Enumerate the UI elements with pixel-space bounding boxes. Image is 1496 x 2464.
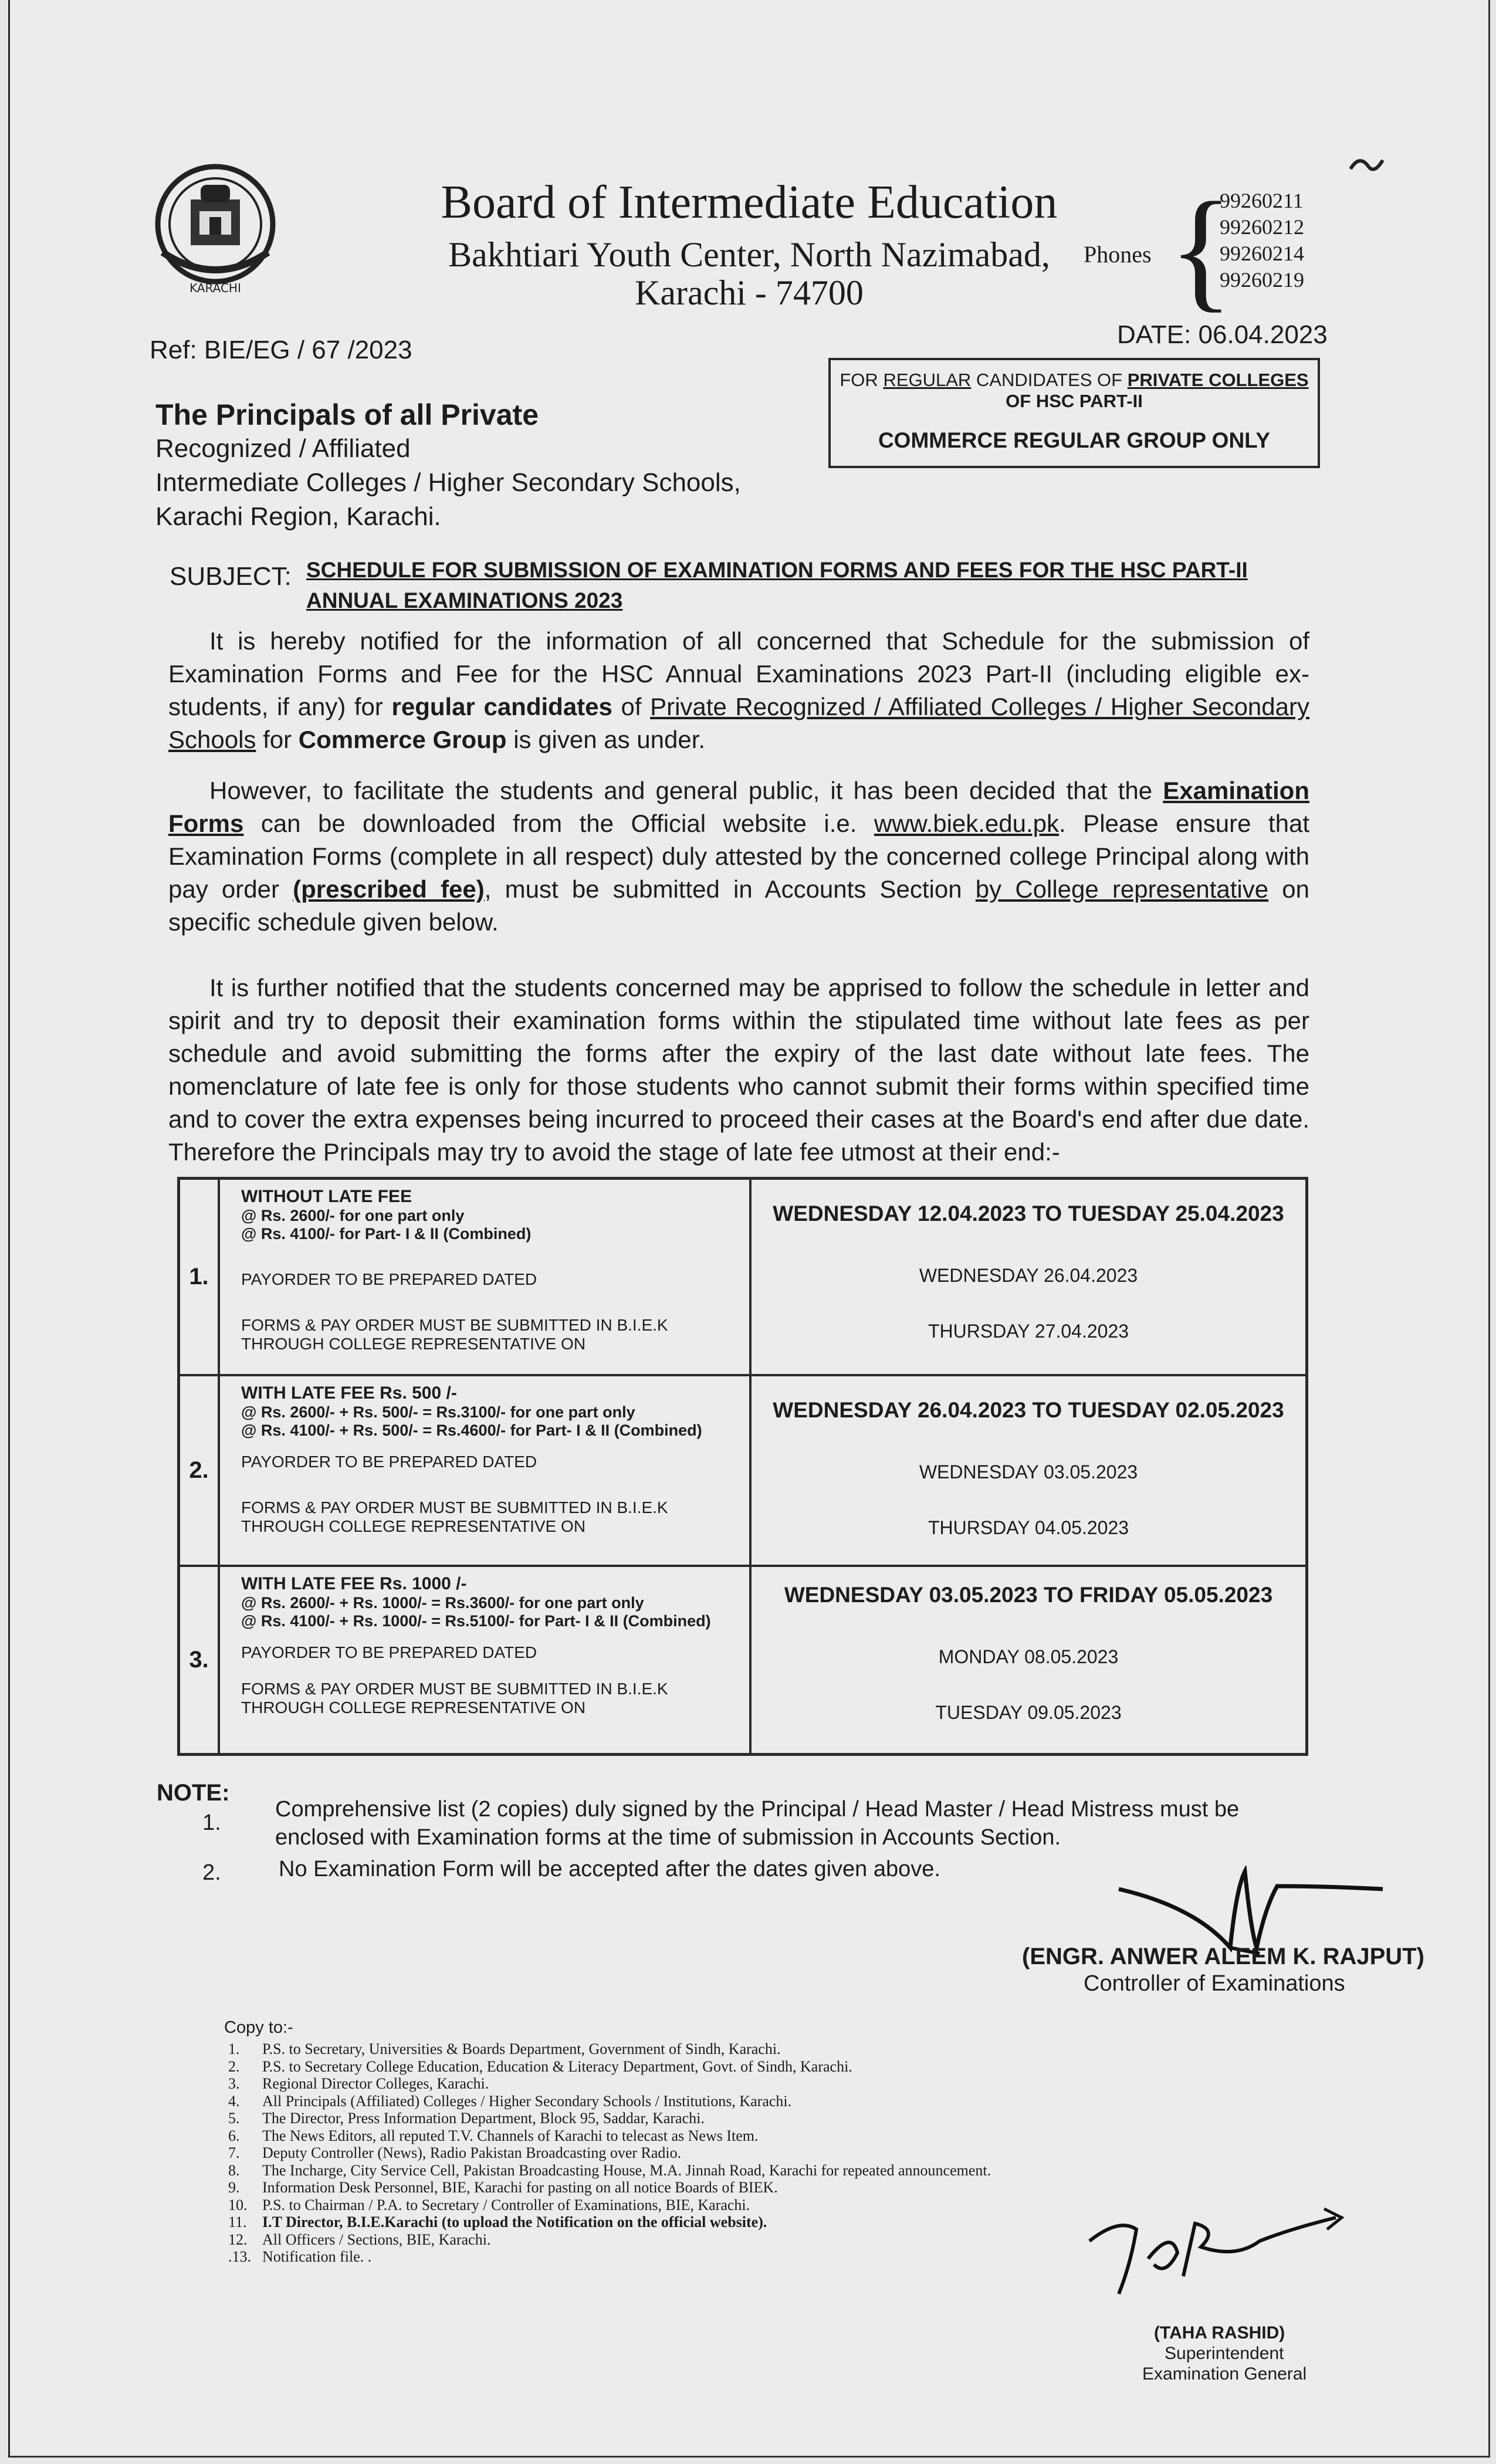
subject-text: SCHEDULE FOR SUBMISSION OF EXAMINATION FORMS AND FEES FOR THE HSC PART-II ANNUAL EXAMINATIONS 2023	[306, 558, 1248, 612]
fee-line: @ Rs. 2600/- + Rs. 500/- = Rs.3100/- for one part only	[241, 1403, 635, 1421]
item-number: 8.	[228, 2161, 240, 2179]
list-item	[228, 2196, 991, 2214]
box-regular: REGULAR	[883, 370, 972, 390]
box-private-colleges: PRIVATE COLLEGES	[1127, 370, 1309, 390]
row-dates	[750, 1375, 1307, 1566]
fee-line: @ Rs. 4100/- + Rs. 500/- = Rs.4600/- for Part- I & II (Combined)	[241, 1421, 702, 1439]
list-item	[228, 2213, 991, 2231]
board-address-line1: Bakhtiari Youth Center, North Nazimabad,	[448, 235, 1050, 274]
item-number: 9.	[228, 2179, 240, 2196]
item-text: P.S. to Secretary, Universities & Boards Department, Government of Sindh, Karachi.	[262, 2040, 781, 2057]
item-text: Information Desk Personnel, BIE, Karachi for pasting on all notice Boards of BIEK.	[262, 2179, 778, 2196]
item-text: I.T Director, B.I.E.Karachi (to upload the Notification on the official website).	[262, 2213, 767, 2231]
copy-to-list	[228, 2040, 991, 2266]
item-text: All Principals (Affiliated) Colleges / Higher Secondary Schools / Institutions, Karachi.	[262, 2092, 792, 2110]
list-item	[228, 2040, 991, 2058]
payorder-date: WEDNESDAY 26.04.2023	[919, 1265, 1138, 1286]
superintendent-department: Examination General	[1142, 2364, 1307, 2384]
submit-date: THURSDAY 27.04.2023	[928, 1321, 1129, 1342]
fee-line: @ Rs. 2600/- for one part only	[241, 1207, 465, 1224]
list-item	[228, 2110, 991, 2127]
item-number: 5.	[228, 2110, 240, 2127]
note-number: 1.	[202, 1810, 221, 1835]
superintendent-signature	[1084, 2206, 1359, 2300]
submission-period: WEDNESDAY 26.04.2023 TO TUESDAY 02.05.2023	[773, 1397, 1284, 1422]
schedule-table	[177, 1177, 1308, 1756]
phone-number: 99260214	[1220, 242, 1304, 265]
reference-number: Ref: BIE/EG / 67 /2023	[150, 336, 412, 364]
submit-date: THURSDAY 04.05.2023	[928, 1517, 1129, 1538]
forms-label: FORMS & PAY ORDER MUST BE SUBMITTED IN B.I.E.K THROUGH COLLEGE REPRESENTATIVE ON	[241, 1316, 668, 1353]
controller-name: (ENGR. ANWER ALEEM K. RAJPUT)	[1022, 1944, 1424, 1969]
para1-bold: regular candidates	[391, 693, 612, 720]
phone-numbers	[1220, 188, 1304, 293]
row-dates	[750, 1179, 1307, 1375]
item-number: 4.	[228, 2092, 240, 2110]
candidate-category-box	[828, 358, 1320, 468]
row-number: 2.	[179, 1375, 219, 1566]
controller-title: Controller of Examinations	[1084, 1971, 1345, 1996]
superintendent-name: (TAHA RASHID)	[1154, 2323, 1285, 2343]
item-number: 11.	[228, 2213, 247, 2231]
fee-line: @ Rs. 4100/- + Rs. 1000/- = Rs.5100/- for Part- I & II (Combined)	[241, 1612, 711, 1630]
item-number: 1.	[228, 2040, 240, 2057]
note-text: Comprehensive list (2 copies) duly signed by the Principal / Head Master / Head Mistress must be enclosed with Examination forms at the time of submission in Accounts Section.	[275, 1797, 1240, 1850]
addressee-line3: Intermediate Colleges / Higher Secondary Schools,	[155, 468, 741, 497]
phone-number: 99260211	[1220, 189, 1304, 212]
para1-text: is given as under.	[506, 726, 706, 753]
para1-bold: Commerce Group	[298, 726, 507, 753]
item-text: The News Editors, all reputed T.V. Channels of Karachi to telecast as News Item.	[262, 2127, 759, 2144]
submit-date: TUESDAY 09.05.2023	[935, 1701, 1122, 1723]
item-number: 6.	[228, 2127, 240, 2144]
item-number: 3.	[228, 2075, 240, 2092]
list-item	[228, 2144, 991, 2162]
para2-bold-underline: (prescribed fee)	[293, 875, 485, 903]
superintendent-title: Superintendent	[1165, 2344, 1284, 2363]
notification-page	[8, 0, 1490, 2458]
fee-heading: WITH LATE FEE Rs. 500 /-	[241, 1383, 457, 1403]
fee-heading: WITHOUT LATE FEE	[241, 1187, 412, 1206]
item-text: The Incharge, City Service Cell, Pakistan Broadcasting House, M.A. Jinnah Road, Karachi for repeated announcement.	[262, 2161, 991, 2179]
phone-number: 99260212	[1220, 215, 1304, 239]
row-description	[219, 1566, 750, 1755]
item-text: Deputy Controller (News), Radio Pakistan Broadcasting over Radio.	[262, 2144, 682, 2161]
item-text: Regional Director Colleges, Karachi.	[262, 2075, 489, 2092]
letter-date: DATE: 06.04.2023	[1117, 320, 1328, 349]
submission-period: WEDNESDAY 03.05.2023 TO FRIDAY 05.05.2023	[784, 1582, 1273, 1607]
para1-text: It is hereby notified for the information of all concerned that Schedule for the submission of Examination Forms and Fee for the HSC Annual Examinations 2023 Part-II (including eligible ex-students, if any) for	[168, 627, 1309, 720]
box-middle: CANDIDATES OF	[971, 370, 1128, 390]
item-number: .13.	[228, 2248, 251, 2265]
note-label: NOTE:	[157, 1780, 230, 1806]
list-item	[228, 2058, 991, 2076]
para2-text: . Please ensure that Examination Forms (complete in all respect) duly attested by the concerned college Principal along with pay order	[168, 810, 1309, 903]
phones-brace: {	[1169, 174, 1234, 324]
item-text: All Officers / Sections, BIE, Karachi.	[262, 2231, 491, 2248]
subject-label: SUBJECT:	[170, 562, 292, 591]
para1-underline: Private Recognized / Affiliated Colleges / Higher Secondary Schools	[168, 693, 1309, 753]
para1-text: of	[612, 693, 651, 720]
addressee-line1: The Principals of all Private	[155, 398, 539, 431]
item-number: 7.	[228, 2144, 240, 2161]
copy-to-label: Copy to:-	[224, 2018, 293, 2037]
item-number: 10.	[228, 2196, 248, 2213]
row-number: 1.	[179, 1179, 219, 1375]
list-item	[228, 2248, 991, 2266]
forms-label: FORMS & PAY ORDER MUST BE SUBMITTED IN B.I.E.K THROUGH COLLEGE REPRESENTATIVE ON	[241, 1679, 668, 1717]
para2-text: on specific schedule given below.	[168, 875, 1309, 936]
list-item	[228, 2162, 991, 2179]
fee-heading: WITH LATE FEE Rs. 1000 /-	[241, 1573, 467, 1593]
forms-label: FORMS & PAY ORDER MUST BE SUBMITTED IN B.I.E.K THROUGH COLLEGE REPRESENTATIVE ON	[241, 1498, 668, 1535]
addressee-line2: Recognized / Affiliated	[155, 434, 411, 463]
list-item	[228, 2179, 991, 2196]
paragraph-1	[168, 625, 1309, 756]
para2-underline: by College representative	[975, 875, 1269, 903]
box-line2: OF HSC PART-II	[1006, 391, 1143, 411]
list-item	[228, 2127, 991, 2145]
list-item	[228, 2231, 991, 2249]
box-line1	[831, 370, 1318, 391]
board-logo-seal	[145, 158, 286, 299]
payorder-label: PAYORDER TO BE PREPARED DATED	[241, 1270, 537, 1288]
payorder-label: PAYORDER TO BE PREPARED DATED	[241, 1452, 537, 1471]
item-number: 2.	[228, 2057, 240, 2075]
note-number: 2.	[202, 1860, 221, 1885]
para1-text: for	[256, 726, 299, 753]
para2-text: can be downloaded from the Official website i.e.	[243, 810, 874, 837]
item-text: Notification file. .	[262, 2248, 372, 2265]
addressee-line4: Karachi Region, Karachi.	[155, 502, 441, 531]
submission-period: WEDNESDAY 12.04.2023 TO TUESDAY 25.04.2023	[773, 1201, 1284, 1226]
scribble-mark	[1348, 151, 1389, 181]
payorder-label: PAYORDER TO BE PREPARED DATED	[241, 1643, 537, 1661]
para2-text: However, to facilitate the students and general public, it has been decided that the	[209, 777, 1163, 804]
addressee-block	[155, 398, 741, 534]
logo-caption: KARACHI	[189, 281, 241, 295]
paragraph-2	[168, 774, 1309, 939]
phone-number: 99260219	[1220, 268, 1304, 292]
row-description	[219, 1375, 750, 1566]
item-text: The Director, Press Information Department, Block 95, Saddar, Karachi.	[262, 2110, 705, 2127]
row-description	[219, 1179, 750, 1375]
item-number: 12.	[228, 2231, 248, 2248]
item-text: P.S. to Chairman / P.A. to Secretary / Controller of Examinations, BIE, Karachi.	[262, 2196, 750, 2213]
payorder-date: WEDNESDAY 03.05.2023	[919, 1461, 1138, 1483]
phones-label: Phones	[1084, 241, 1152, 268]
box-line3: COMMERCE REGULAR GROUP ONLY	[878, 428, 1271, 452]
item-text: P.S. to Secretary College Education, Education & Literacy Department, Govt. of Sindh, Karachi.	[262, 2057, 852, 2075]
box-prefix: FOR	[840, 370, 884, 390]
para2-bold-underline: Examination Forms	[168, 777, 1309, 837]
table-row	[179, 1375, 1307, 1566]
paragraph-3: It is further notified that the students concerned may be apprised to follow the schedule in letter and spirit and try to deposit their examination forms within the stipulated time without late fees as per schedule and avoid submitting the forms after the expiry of the last date without late fees. The nomenclature of late fee is only for those students who cannot submit their forms within specified time and to cover the extra expenses being incurred to proceed their cases at the Board's end after due date. Therefore the Principals may try to avoid the stage of late fee utmost at their end:-	[168, 974, 1309, 1166]
table-row	[179, 1566, 1307, 1755]
fee-line: @ Rs. 2600/- + Rs. 1000/- = Rs.3600/- for one part only	[241, 1593, 644, 1612]
table-row	[179, 1179, 1307, 1375]
row-number: 3.	[179, 1566, 219, 1755]
fee-line: @ Rs. 4100/- for Part- I & II (Combined)	[241, 1225, 532, 1243]
para2-text: , must be submitted in Accounts Section	[484, 875, 976, 903]
list-item	[228, 2093, 991, 2110]
board-address-line2: Karachi - 74700	[635, 273, 864, 312]
payorder-date: MONDAY 08.05.2023	[938, 1646, 1119, 1667]
board-title: Board of Intermediate Education	[441, 177, 1058, 228]
website-link[interactable]: www.biek.edu.pk	[874, 810, 1060, 837]
note-text: No Examination Form will be accepted after the dates given above.	[279, 1857, 940, 1881]
row-dates	[750, 1566, 1307, 1755]
list-item	[228, 2075, 991, 2093]
